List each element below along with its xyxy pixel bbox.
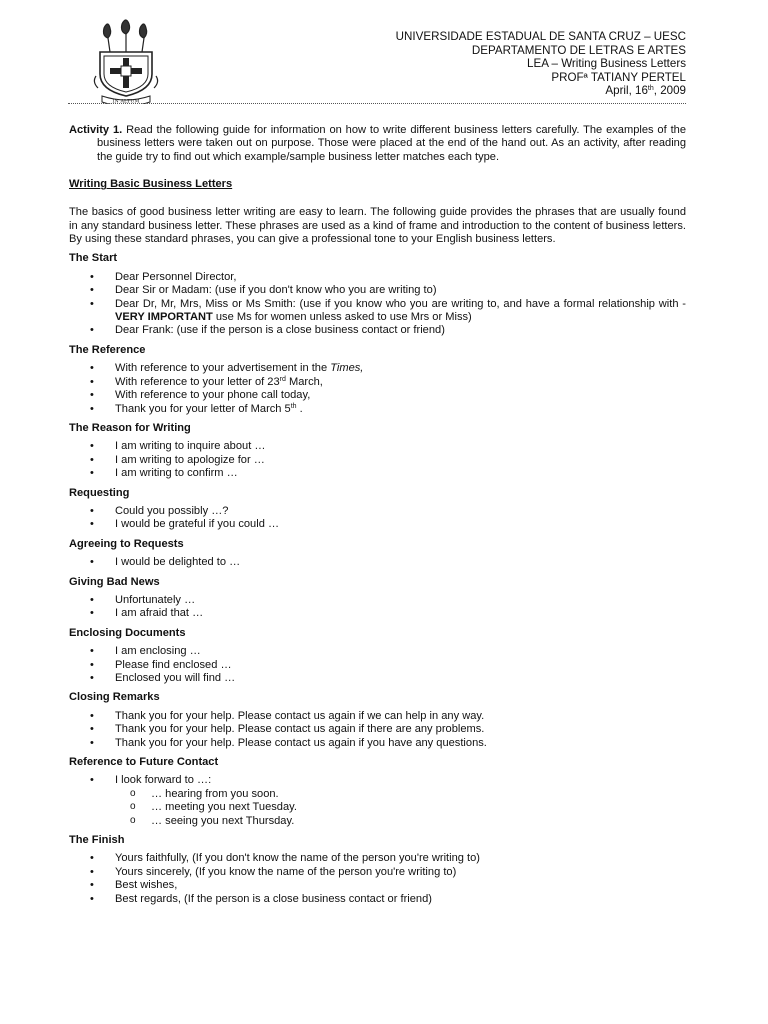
- heading-giving-bad-news: Giving Bad News: [69, 575, 160, 588]
- section-title: Writing Basic Business Letters: [69, 178, 233, 191]
- heading-the-start: The Start: [69, 252, 118, 265]
- heading-reason-for-writing: The Reason for Writing: [69, 421, 191, 434]
- list-item: • Dear Frank: (use if the person is a close business contact or friend): [69, 324, 686, 337]
- sub-list-item: o … hearing from you soon.: [69, 788, 686, 801]
- list-item: • I would be grateful if you could …: [69, 518, 686, 531]
- list-item: • I am writing to inquire about …: [69, 440, 686, 453]
- list-item: • With reference to your letter of 23rd March,: [69, 376, 686, 389]
- list-item: • Dear Sir or Madam: (use if you don't know who you are writing to): [69, 284, 686, 297]
- list-giving-bad-news: [69, 594, 686, 621]
- list-item: • I am enclosing …: [69, 645, 686, 658]
- heading-agreeing-to-requests: Agreeing to Requests: [69, 537, 184, 550]
- list-reason-for-writing: [69, 440, 686, 480]
- university-crest-logo: [90, 18, 162, 104]
- heading-future-contact: Reference to Future Contact: [69, 756, 219, 769]
- list-item: • With reference to your advertisement in the Times,: [69, 362, 686, 375]
- list-item: • Yours faithfully, (If you don't know the name of the person you're writing to): [69, 852, 686, 865]
- heading-closing-remarks: Closing Remarks: [69, 691, 160, 704]
- list-item: • Thank you for your help. Please contact us again if there are any problems.: [69, 723, 686, 736]
- header-professor: PROFª TATIANY PERTEL: [551, 70, 686, 84]
- institution-header: [396, 30, 686, 98]
- list-item: • Thank you for your help. Please contact us again if we can help in any way.: [69, 710, 686, 723]
- heading-the-reference: The Reference: [69, 343, 146, 356]
- list-item: • Thank you for your letter of March 5th .: [69, 403, 686, 416]
- header-department: DEPARTAMENTO DE LETRAS E ARTES: [471, 43, 686, 57]
- list-item: • I am writing to apologize for …: [69, 454, 686, 467]
- list-item: • With reference to your phone call today,: [69, 389, 686, 402]
- list-item: • I am writing to confirm …: [69, 467, 686, 480]
- header-university: UNIVERSIDADE ESTADUAL DE SANTA CRUZ – UESC: [395, 30, 686, 43]
- list-item: • Best wishes,: [69, 879, 686, 892]
- list-item: • I would be delighted to …: [69, 556, 686, 569]
- list-the-reference: [69, 362, 686, 416]
- sub-list-item: o … seeing you next Thursday.: [69, 815, 686, 828]
- document-body: [69, 124, 686, 906]
- list-item: • Yours sincerely, (If you know the name of the person you're writing to): [69, 866, 686, 879]
- activity-instructions: Activity 1. Read the following guide for information on how to write different business letters carefully. The examples of the business letters were taken out on purpose. Those were placed at the end of the hand out. As an activity, after reading the guide try to find out which example/sample business letter matches each type.: [69, 124, 686, 163]
- list-item: • I am afraid that …: [69, 607, 686, 620]
- list-item: • Best regards, (If the person is a close business contact or friend): [69, 893, 686, 906]
- header-divider: [68, 103, 686, 104]
- list-agreeing-to-requests: [69, 556, 686, 569]
- header-date: April, 16th, 2009: [605, 84, 686, 98]
- list-requesting: [69, 505, 686, 532]
- heading-enclosing-documents: Enclosing Documents: [69, 626, 186, 639]
- list-item: • Dear Dr, Mr, Mrs, Miss or Ms Smith: (use if you know who you are writing to, and have a formal relationship with - VERY IMPORTANT use Ms for women unless asked to use Mrs or Miss): [69, 298, 686, 325]
- list-item: • I look forward to …:: [69, 774, 686, 787]
- list-the-start: [69, 271, 686, 338]
- list-item: • Enclosed you will find …: [69, 672, 686, 685]
- heading-the-finish: The Finish: [69, 834, 125, 847]
- heading-requesting: Requesting: [69, 486, 130, 499]
- sub-list-item: o … meeting you next Tuesday.: [69, 801, 686, 814]
- sublist-future-contact: [69, 788, 686, 828]
- list-item: • Could you possibly …?: [69, 505, 686, 518]
- list-closing-remarks: [69, 710, 686, 750]
- list-item: • Thank you for your help. Please contact us again if you have any questions.: [69, 737, 686, 750]
- list-item: • Unfortunately …: [69, 594, 686, 607]
- intro-paragraph: The basics of good business letter writing are easy to learn. The following guide provides the phrases that are usually found in any standard business letter. These phrases are used as a kind of frame and introduction to the content of business letters. By using these standard phrases, you can give a professional tone to your English business letters.: [69, 206, 686, 246]
- list-the-finish: [69, 852, 686, 906]
- list-future-contact: [69, 774, 686, 787]
- list-enclosing-documents: [69, 645, 686, 685]
- list-item: • Please find enclosed …: [69, 659, 686, 672]
- list-item: • Dear Personnel Director,: [69, 271, 686, 284]
- logo-motto: IN ALTUM: [112, 98, 140, 104]
- header-course: LEA – Writing Business Letters: [527, 57, 686, 71]
